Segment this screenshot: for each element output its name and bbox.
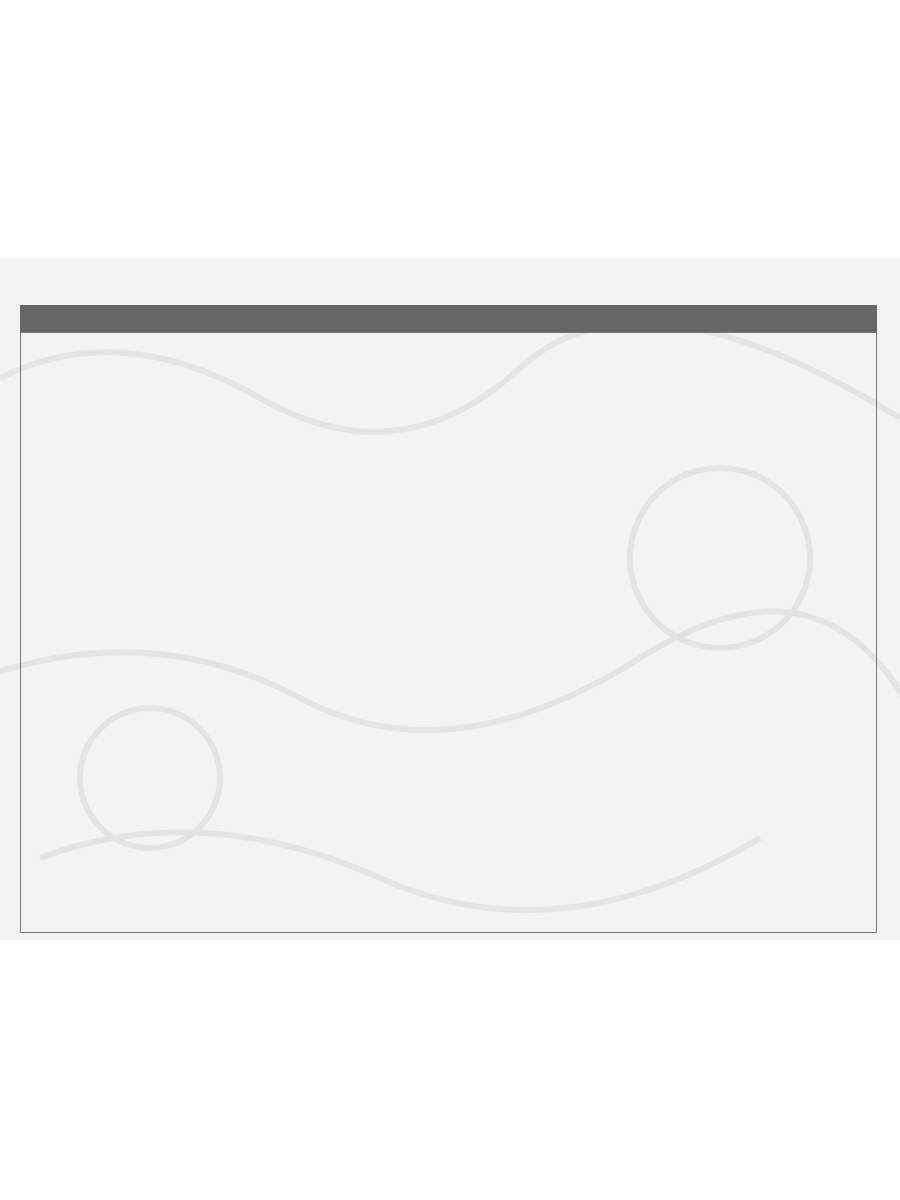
- table-subtitle-bar: [20, 305, 877, 332]
- compatibility-table: [20, 332, 877, 933]
